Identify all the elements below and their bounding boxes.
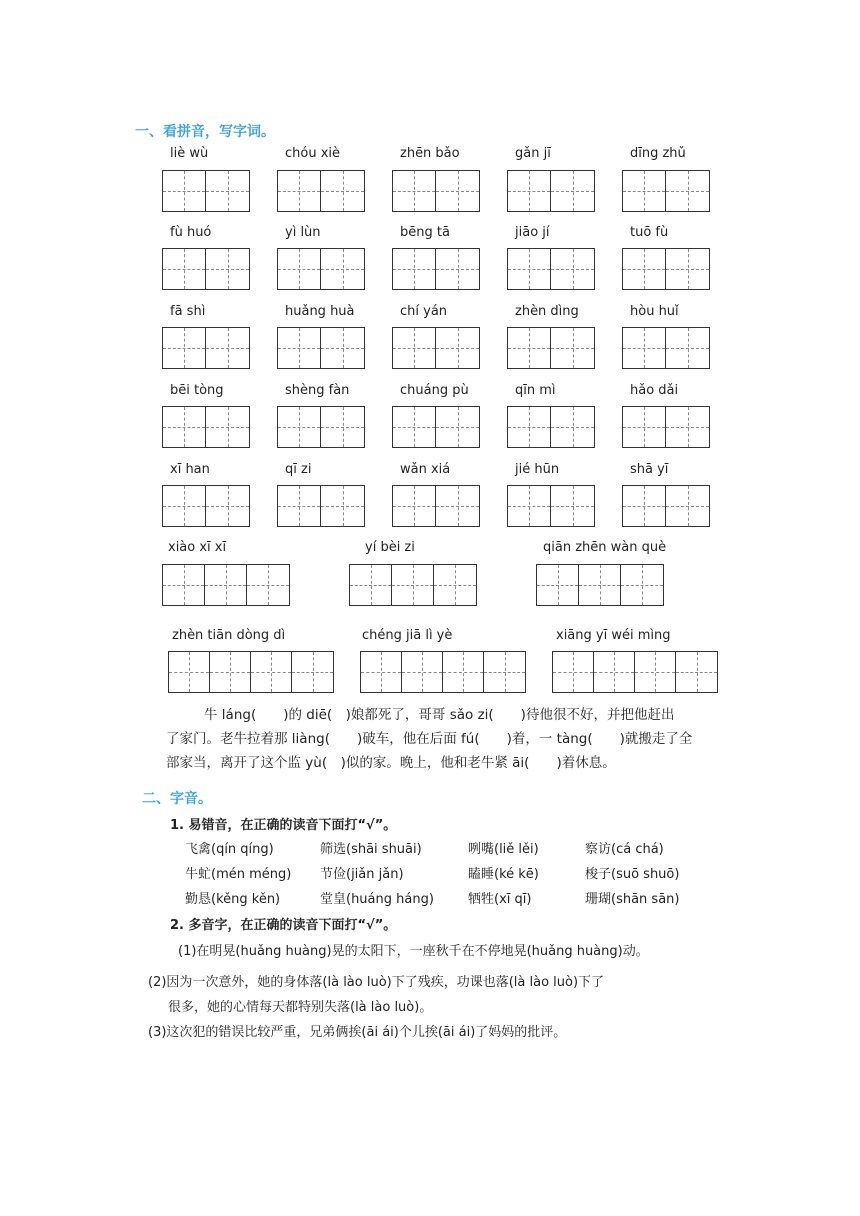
pinyin-label: gǎn jī (515, 146, 551, 161)
pinyin-label: chí yán (400, 304, 448, 319)
q1-item: 筛选(shāi shuāi) (320, 842, 422, 857)
writing-cell[interactable] (163, 407, 206, 447)
writing-cell[interactable] (163, 249, 206, 289)
writing-grid[interactable] (162, 170, 250, 212)
writing-grid[interactable] (162, 327, 250, 369)
writing-cell[interactable] (508, 486, 551, 526)
pinyin-label: yì lùn (285, 225, 321, 240)
pinyin-label: qiān zhēn wàn què (543, 540, 667, 555)
pinyin-label: zhèn tiān dòng dì (172, 628, 286, 643)
writing-grid[interactable] (277, 406, 365, 448)
q1-item: 梭子(suō shuō) (585, 867, 680, 882)
writing-cell[interactable] (508, 171, 551, 211)
q1-item: 瞌睡(ké kē) (468, 867, 539, 882)
writing-grid[interactable] (349, 564, 477, 606)
writing-cell[interactable] (163, 328, 206, 368)
writing-cell[interactable] (623, 328, 666, 368)
writing-cell[interactable] (676, 652, 717, 692)
writing-grid[interactable] (392, 170, 480, 212)
writing-cell[interactable] (436, 486, 479, 526)
writing-grid[interactable] (392, 406, 480, 448)
writing-grid[interactable] (622, 248, 710, 290)
q1-item: 牺牲(xī qī) (468, 892, 532, 907)
q2-line: 很多，她的心情每天都特别失落(là lào luò)。 (168, 1000, 433, 1015)
writing-grid[interactable] (277, 248, 365, 290)
pinyin-label: qī zi (285, 462, 312, 477)
pinyin-label: dīng zhǔ (630, 146, 686, 161)
writing-cell[interactable] (508, 249, 551, 289)
writing-grid[interactable] (622, 406, 710, 448)
writing-cell[interactable] (163, 565, 205, 605)
pinyin-label: yí bèi zi (365, 540, 415, 555)
writing-grid[interactable] (162, 564, 290, 606)
writing-cell[interactable] (278, 328, 321, 368)
pinyin-label: shèng fàn (285, 383, 350, 398)
writing-cell[interactable] (361, 652, 402, 692)
pinyin-label: bēng tā (400, 225, 450, 240)
q1-item: 勤恳(kěng kěn) (185, 892, 281, 907)
pinyin-label: fù huó (170, 225, 212, 240)
writing-cell[interactable] (508, 328, 551, 368)
writing-grid[interactable] (507, 327, 595, 369)
writing-grid[interactable] (552, 651, 718, 693)
writing-cell[interactable] (163, 171, 206, 211)
pinyin-label: hǎo dǎi (630, 383, 679, 398)
pinyin-label: xiào xī xī (168, 540, 227, 555)
writing-grid[interactable] (392, 327, 480, 369)
writing-cell[interactable] (436, 407, 479, 447)
writing-cell[interactable] (251, 652, 292, 692)
writing-cell[interactable] (666, 328, 709, 368)
writing-cell[interactable] (247, 565, 289, 605)
pinyin-label: chuáng pù (400, 383, 469, 398)
pinyin-label: chéng jiā lì yè (362, 628, 453, 643)
q1-item: 飞禽(qín qíng) (185, 842, 274, 857)
writing-cell[interactable] (623, 171, 666, 211)
writing-cell[interactable] (443, 652, 484, 692)
writing-cell[interactable] (392, 565, 434, 605)
writing-cell[interactable] (321, 328, 364, 368)
writing-cell[interactable] (635, 652, 676, 692)
pinyin-label: bēi tòng (170, 383, 224, 398)
writing-cell[interactable] (163, 486, 206, 526)
q1-item: 节俭(jiǎn jǎn) (320, 867, 404, 882)
writing-grid[interactable] (162, 406, 250, 448)
q2-line: (1)在明晃(huǎng huàng)晃的太阳下，一座秋千在不停地晃(huǎng huàng)动。 (178, 944, 649, 959)
writing-grid[interactable] (536, 564, 664, 606)
writing-grid[interactable] (277, 485, 365, 527)
writing-grid[interactable] (622, 170, 710, 212)
writing-grid[interactable] (277, 170, 365, 212)
writing-cell[interactable] (666, 486, 709, 526)
writing-cell[interactable] (551, 328, 594, 368)
pinyin-label: hòu huǐ (630, 304, 679, 319)
writing-cell[interactable] (551, 249, 594, 289)
q1-item: 牛虻(mén méng) (185, 867, 292, 882)
writing-cell[interactable] (393, 328, 436, 368)
pinyin-label: qīn mì (515, 383, 556, 398)
writing-grid[interactable] (622, 327, 710, 369)
writing-grid[interactable] (507, 248, 595, 290)
writing-cell[interactable] (393, 171, 436, 211)
writing-grid[interactable] (507, 170, 595, 212)
writing-cell[interactable] (393, 407, 436, 447)
writing-cell[interactable] (594, 652, 635, 692)
writing-grid[interactable] (622, 485, 710, 527)
q1-item: 堂皇(huáng háng) (320, 892, 434, 907)
writing-cell[interactable] (205, 565, 247, 605)
paragraph-line-2: 了家门。老牛拉着那 liàng( )破车，他在后面 fú( )着，一 tàng( )就搬走了全 (166, 731, 693, 747)
writing-cell[interactable] (206, 407, 249, 447)
q1-item: 察访(cá chá) (585, 842, 664, 857)
writing-cell[interactable] (623, 249, 666, 289)
writing-grid[interactable] (392, 485, 480, 527)
writing-cell[interactable] (508, 407, 551, 447)
writing-cell[interactable] (206, 486, 249, 526)
writing-cell[interactable] (666, 407, 709, 447)
writing-cell[interactable] (210, 652, 251, 692)
writing-cell[interactable] (206, 328, 249, 368)
writing-cell[interactable] (436, 171, 479, 211)
writing-grid[interactable] (162, 248, 250, 290)
pinyin-label: zhēn bǎo (400, 146, 460, 161)
q2-line: (3)这次犯的错误比较严重，兄弟俩挨(āi ái)个儿挨(āi ái)了妈妈的批评。 (148, 1025, 567, 1040)
writing-cell[interactable] (278, 171, 321, 211)
writing-cell[interactable] (666, 171, 709, 211)
writing-cell[interactable] (402, 652, 443, 692)
writing-cell[interactable] (169, 652, 210, 692)
writing-grid[interactable] (392, 248, 480, 290)
writing-cell[interactable] (623, 486, 666, 526)
writing-cell[interactable] (350, 565, 392, 605)
writing-cell[interactable] (393, 249, 436, 289)
writing-cell[interactable] (321, 249, 364, 289)
pinyin-label: xī han (170, 462, 210, 477)
pinyin-label: huǎng huà (285, 304, 355, 319)
writing-cell[interactable] (621, 565, 663, 605)
writing-cell[interactable] (579, 565, 621, 605)
writing-grid[interactable] (507, 485, 595, 527)
pinyin-label: zhèn dìng (515, 304, 579, 319)
section1-title: 一、看拼音，写字词。 (135, 124, 275, 140)
writing-grid[interactable] (507, 406, 595, 448)
paragraph-line-3: 部家当，离开了这个监 yù( )似的家。晚上，他和老牛紧 āi( )着休息。 (166, 755, 616, 771)
writing-cell[interactable] (278, 249, 321, 289)
section2-title: 二、字音。 (142, 791, 212, 807)
pinyin-label: tuō fù (630, 225, 669, 240)
writing-cell[interactable] (484, 652, 525, 692)
writing-cell[interactable] (321, 407, 364, 447)
writing-cell[interactable] (278, 407, 321, 447)
pinyin-label: shā yī (630, 462, 669, 477)
writing-grid[interactable] (277, 327, 365, 369)
pinyin-label: xiāng yī wéi mìng (556, 628, 671, 643)
writing-grid[interactable] (360, 651, 526, 693)
writing-cell[interactable] (666, 249, 709, 289)
paragraph-line-1: 牛 láng( )的 diē( )娘都死了，哥哥 sǎo zi( )待他很不好，并把他赶出 (204, 707, 675, 723)
pinyin-label: chóu xiè (285, 146, 341, 161)
pinyin-label: wǎn xiá (400, 462, 451, 477)
pinyin-label: jiāo jí (515, 225, 550, 240)
writing-cell[interactable] (537, 565, 579, 605)
writing-grid[interactable] (162, 485, 250, 527)
writing-cell[interactable] (436, 328, 479, 368)
q1-item: 珊瑚(shān sān) (585, 892, 680, 907)
writing-cell[interactable] (292, 652, 333, 692)
q2-line: (2)因为一次意外，她的身体落(là lào luò)下了残疾，功课也落(là lào luò)下了 (148, 975, 605, 990)
writing-cell[interactable] (623, 407, 666, 447)
writing-cell[interactable] (206, 171, 249, 211)
pinyin-label: jié hūn (515, 462, 560, 477)
writing-cell[interactable] (551, 407, 594, 447)
q1-title: 1. 易错音，在正确的读音下面打“√”。 (170, 818, 397, 833)
writing-cell[interactable] (206, 249, 249, 289)
q1-item: 咧嘴(liě lěi) (468, 842, 539, 857)
writing-cell[interactable] (278, 486, 321, 526)
writing-grid[interactable] (168, 651, 334, 693)
writing-cell[interactable] (551, 171, 594, 211)
writing-cell[interactable] (551, 486, 594, 526)
writing-cell[interactable] (553, 652, 594, 692)
writing-cell[interactable] (321, 486, 364, 526)
writing-cell[interactable] (436, 249, 479, 289)
writing-cell[interactable] (434, 565, 476, 605)
writing-cell[interactable] (321, 171, 364, 211)
pinyin-label: fā shì (170, 304, 206, 319)
q2-title: 2. 多音字，在正确的读音下面打“√”。 (170, 918, 397, 933)
pinyin-label: liè wù (170, 146, 209, 161)
writing-cell[interactable] (393, 486, 436, 526)
